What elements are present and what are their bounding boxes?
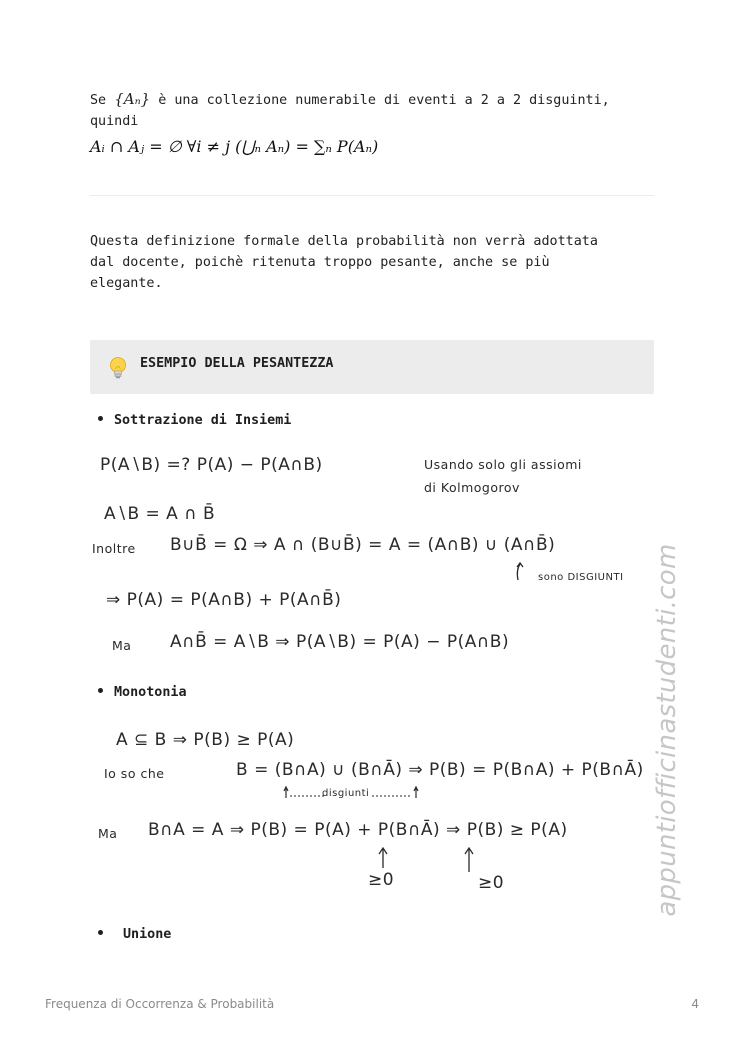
- watermark: [652, 540, 682, 920]
- section-unione: [98, 927, 171, 942]
- callout-title: ESEMPIO DELLA PESANTEZZA: [140, 356, 334, 371]
- bullet-dot: [98, 930, 103, 935]
- hw-monotonia-claim: A ⊆ B ⇒ P(B) ≥ P(A): [116, 730, 295, 750]
- hw-label-ma-2: Ma: [98, 826, 118, 841]
- note-paragraph: [90, 231, 660, 294]
- bullet-dot: [98, 688, 103, 693]
- page-number: 4: [691, 997, 699, 1011]
- bullet-dot: [98, 416, 103, 421]
- hw-kolmogorov-note-1: Usando solo gli assiomi: [424, 457, 582, 472]
- hw-difference-identity: A∖B = A ∩ B̄: [104, 504, 216, 524]
- hw-nonneg-b: ≥0: [478, 873, 505, 893]
- note-line-2: dal docente, poichè ritenuta troppo pesante, anche se più: [90, 255, 550, 270]
- hw-partition-equation: B∪B̄ = Ω ⇒ A ∩ (B∪B̄) = A = (A∩B) ∪ (A∩B̄): [170, 535, 556, 555]
- section-title: Monotonia: [114, 685, 187, 700]
- section-subtraction: [98, 413, 291, 428]
- intro-text-post: è una collezione numerabile di eventi a 2 a 2 disguinti,: [150, 93, 610, 108]
- footer-title: Frequenza di Occorrenza & Probabilità: [45, 997, 275, 1011]
- hw-label-ma: Ma: [112, 638, 132, 653]
- hw-subtraction-question: P(A∖B) =? P(A) − P(A∩B): [100, 455, 323, 475]
- hw-sum-equation: ⇒ P(A) = P(A∩B) + P(A∩B̄): [106, 590, 342, 610]
- note-line-1: Questa definizione formale della probabilità non verrà adottata: [90, 234, 598, 249]
- inline-set-notation: {Aₙ}: [114, 90, 151, 108]
- hw-monotonia-conclusion: B∩A = A ⇒ P(B) = P(A) + P(B∩Ā) ⇒ P(B) ≥ P(A): [148, 820, 568, 840]
- section-title: Unione: [123, 927, 172, 942]
- note-line-3: elegante.: [90, 276, 163, 291]
- watermark-text: appuntiofficinastudenti.com: [652, 543, 682, 917]
- hw-conclusion-equation: A∩B̄ = A∖B ⇒ P(A∖B) = P(A) − P(A∩B): [170, 632, 510, 652]
- example-callout: [90, 340, 654, 394]
- hw-disgiunti-note: disgiunti: [322, 788, 370, 799]
- hw-up-arrow-icon: [376, 846, 390, 868]
- divider: [90, 195, 654, 196]
- section-title: Sottrazione di Insiemi: [114, 413, 292, 428]
- intro-paragraph: [90, 89, 660, 132]
- disjoint-formula: Aᵢ ∩ Aⱼ = ∅ ∀i ≠ j (⋃ₙ Aₙ) = ∑ₙ P(Aₙ): [90, 137, 379, 156]
- lightbulb-icon: [107, 356, 129, 380]
- hw-nonneg-a: ≥0: [368, 870, 395, 890]
- intro-line-1: [90, 89, 660, 111]
- hw-kolmogorov-note-2: di Kolmogorov: [424, 480, 520, 495]
- hw-up-arrow-icon: [462, 846, 476, 872]
- hw-label-inoltre: Inoltre: [92, 541, 136, 556]
- intro-line-2: quindi: [90, 114, 139, 129]
- hw-label-io-so-che: Io so che: [104, 766, 165, 781]
- intro-text-pre: Se: [90, 93, 115, 108]
- hw-arrow-icon: [514, 560, 534, 584]
- hw-disjoint-note: sono DISGIUNTI: [538, 572, 624, 583]
- section-monotonia: [98, 685, 187, 700]
- hw-monotonia-partition: B = (B∩A) ∪ (B∩Ā) ⇒ P(B) = P(B∩A) + P(B∩Ā): [236, 760, 644, 780]
